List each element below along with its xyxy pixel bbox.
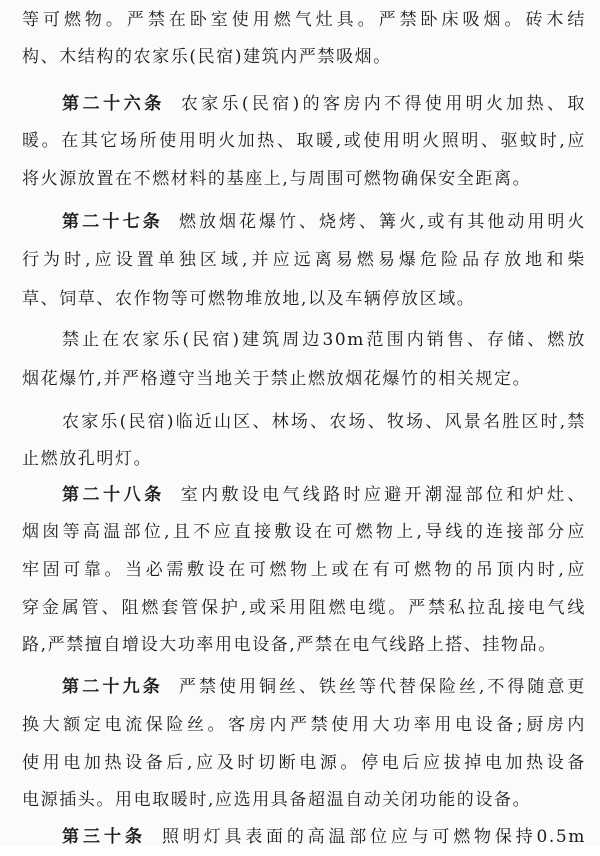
article-number: 第三十条 [62,827,147,847]
line-text: 严禁使用铜丝、铁丝等代替保险丝,不得随意更 [179,677,586,697]
text-line [22,552,586,589]
text-line [62,819,586,856]
line-text: 燃放烟花爆竹、烧烤、篝火,或有其他动用明火 [179,212,586,232]
line-text: 止燃放孔明灯。 [22,449,153,469]
line-text: 牢固可靠。当必需敷设在可燃物上或在有可燃物的吊顶内时,应 [22,560,586,580]
line-text: 禁止在农家乐(民宿)建筑周边30m范围内销售、存储、燃放 [62,330,586,350]
text-line [22,627,586,664]
text-line [22,2,586,39]
text-line [22,707,586,744]
line-text: 构、木结构的农家乐(民宿)建筑内严禁吸烟。 [22,47,392,67]
text-line [62,477,586,514]
text-line [62,322,586,359]
article-number: 第二十七条 [62,212,163,232]
line-text: 使用电加热设备后,应及时切断电源。停电后应拔掉电加热设备 [22,753,586,773]
text-line [62,204,586,241]
text-line [22,242,586,279]
line-text: 室内敷设电气线路时应避开潮湿部位和炉灶、 [180,485,586,505]
line-text: 烟囱等高温部位,且不应直接敷设在可燃物上,导线的连接部分应 [22,522,586,542]
article-number: 第二十八条 [62,485,165,505]
text-line [22,514,586,551]
line-text: 等可燃物。严禁在卧室使用燃气灶具。严禁卧床吸烟。砖木结 [22,10,586,30]
line-text: 农家乐(民宿)的客房内不得使用明火加热、取 [180,94,586,114]
article-number: 第二十六条 [62,94,165,114]
line-text: 草、饲草、农作物等可燃物堆放地,以及车辆停放区域。 [22,289,476,309]
text-line [22,39,586,76]
text-line [22,590,586,627]
line-text: 照明灯具表面的高温部位应与可燃物保持0.5m [162,827,587,847]
line-text: 暖。在其它场所使用明火加热、取暖,或使用明火照明、驱蚊时,应 [22,131,586,151]
text-line [22,123,586,160]
line-text: 换大额定电流保险丝。客房内严禁使用大功率用电设备;厨房内 [22,715,586,735]
line-text: 电源插头。用电取暖时,应选用具备超温自动关闭功能的设备。 [22,790,532,810]
line-text: 农家乐(民宿)临近山区、林场、农场、牧场、风景名胜区时,禁 [62,412,586,432]
text-line [22,281,586,318]
line-text: 烟花爆竹,并严格遵守当地关于禁止燃放烟花爆竹的相关规定。 [22,369,532,389]
text-line [62,86,586,123]
text-line [22,161,586,198]
text-line [62,669,586,706]
line-text: 行为时,应设置单独区域,并应远离易燃易爆危险品存放地和柴 [22,250,586,270]
line-text: 将火源放置在不燃材料的基座上,与周围可燃物确保安全距离。 [22,169,532,189]
line-text: 路,严禁擅自增设大功率用电设备,严禁在电气线路上搭、挂物品。 [22,635,557,655]
text-line [22,745,586,782]
line-text: 穿金属管、阻燃套管保护,或采用阻燃电缆。严禁私拉乱接电气线 [22,598,586,618]
article-number: 第二十九条 [62,677,163,697]
text-line [62,404,586,441]
text-line [22,361,586,398]
text-line [22,782,586,819]
text-line [22,441,586,478]
